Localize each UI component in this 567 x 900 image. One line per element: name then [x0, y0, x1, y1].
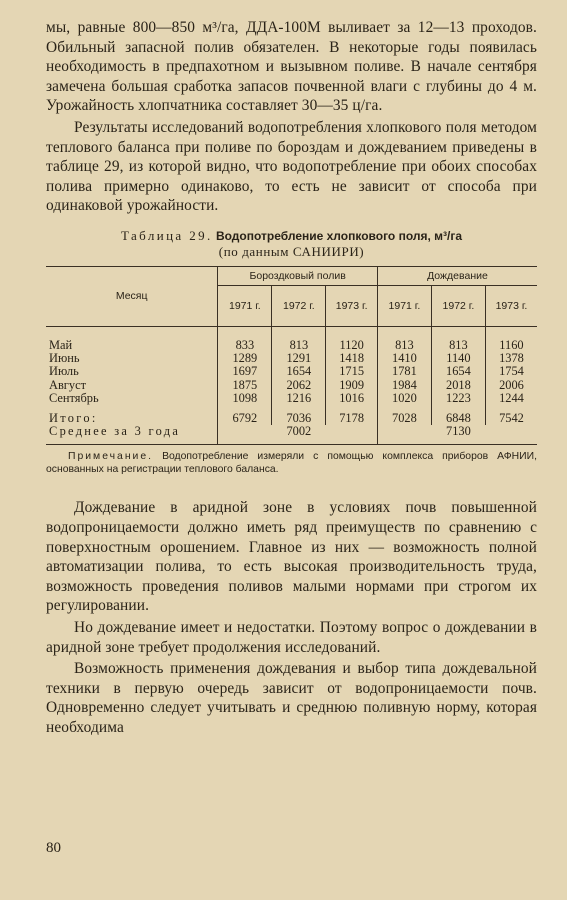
- paragraph-3: Дождевание в аридной зоне в условиях почв повышенной водопроницаемости должно иметь ряд преимуществ по сравнению с поверхностным орошением. Главное из них — возможность полной автоматизации полива, то есть высокая производительность труда, возможность проведения поливов малыми нормами при строгом их регулировании.: [46, 499, 537, 615]
- value-cell: [485, 425, 537, 438]
- year-header: 1971 г.: [218, 285, 272, 326]
- value-cell: [377, 425, 431, 438]
- value-cell: 2006: [485, 379, 537, 392]
- paragraph-5: Возможность применения дождевания и выбор типа дождевальной техники в первую очередь зависит от водопроницаемости почв. Одновременно следует учитывать и среднюю поливную норму, которая необходима: [46, 660, 537, 736]
- paragraph-4: Но дождевание имеет и недостатки. Поэтому вопрос о дождевании в аридной зоне требует продолжения исследований.: [46, 618, 537, 656]
- year-header: 1973 г.: [326, 285, 378, 326]
- sprinkling-header: Дождевание: [377, 266, 537, 285]
- value-cell: 813: [377, 339, 431, 352]
- value-cell: 1697: [218, 365, 272, 378]
- table-row: [46, 379, 537, 392]
- value-cell: 1160: [485, 339, 537, 352]
- year-header: 1973 г.: [485, 285, 537, 326]
- year-header: 1971 г.: [377, 285, 431, 326]
- value-cell: 6848: [431, 412, 485, 425]
- table-spacer-row: [46, 438, 537, 445]
- value-cell: 6792: [218, 412, 272, 425]
- value-cell: 1654: [272, 365, 326, 378]
- month-cell: Август: [49, 377, 86, 392]
- table-caption-source: (по данным САНИИРИ): [218, 243, 365, 259]
- value-cell: 1875: [218, 379, 272, 392]
- value-cell: 1223: [431, 392, 485, 405]
- table-row: [46, 365, 537, 378]
- value-cell: 1016: [326, 392, 378, 405]
- value-cell: 1291: [272, 352, 326, 365]
- value-cell: 1216: [272, 392, 326, 405]
- average-label: Среднее за 3 года: [49, 424, 181, 439]
- value-cell: 1020: [377, 392, 431, 405]
- value-cell: 1140: [431, 352, 485, 365]
- value-cell: 7036: [272, 412, 326, 425]
- value-cell: 1654: [431, 365, 485, 378]
- page-number: 80: [46, 840, 61, 856]
- value-cell: 813: [272, 339, 326, 352]
- year-header: 1972 г.: [431, 285, 485, 326]
- value-cell: 1984: [377, 379, 431, 392]
- month-cell: Июнь: [49, 351, 80, 366]
- value-cell: 7178: [326, 412, 378, 425]
- paragraph-2: Результаты исследований водопотребления хлопкового поля методом теплового баланса при поливе по бороздам и дождеванием приведены в таблице 29, из которой видно, что водопотребление при обоих способах полива примерно одинаково, то есть не зависит от способа при одинаковой урожайности.: [46, 118, 537, 215]
- year-header: 1972 г.: [272, 285, 326, 326]
- total-label: Итого:: [49, 410, 98, 425]
- table-caption-title: Водопотребление хлопкового поля, м³/га: [215, 228, 463, 243]
- value-cell: 2018: [431, 379, 485, 392]
- value-cell: [326, 425, 378, 438]
- value-cell: 1715: [326, 365, 378, 378]
- value-cell: 1418: [326, 352, 378, 365]
- value-cell: 833: [218, 339, 272, 352]
- value-cell: 7130: [446, 424, 471, 439]
- value-cell: 7002: [286, 424, 312, 439]
- value-cell: 1754: [485, 365, 537, 378]
- month-header: Месяц: [46, 266, 218, 326]
- value-cell: 1120: [326, 339, 378, 352]
- value-cell: 1378: [485, 352, 537, 365]
- note-text: Водопотребление измеряли с помощью комплекса приборов АФНИИ, основанных на регистрации теплового баланса.: [46, 451, 537, 475]
- month-cell: Июль: [49, 364, 79, 379]
- value-cell: 1098: [218, 392, 272, 405]
- month-cell: Сентябрь: [49, 390, 99, 405]
- average-row: [46, 425, 537, 438]
- table-caption: [46, 228, 537, 260]
- value-cell: 7028: [377, 412, 431, 425]
- water-consumption-table: [46, 266, 537, 445]
- value-cell: 1244: [485, 392, 537, 405]
- value-cell: 1410: [377, 352, 431, 365]
- value-cell: 813: [431, 339, 485, 352]
- value-cell: 1909: [326, 379, 378, 392]
- value-cell: 2062: [272, 379, 326, 392]
- furrow-irrigation-header: Бороздковый полив: [218, 266, 378, 285]
- value-cell: 1289: [218, 352, 272, 365]
- note-label: Примечание.: [68, 451, 154, 463]
- value-cell: [218, 425, 272, 438]
- value-cell: 1781: [377, 365, 431, 378]
- table-caption-lead: Таблица 29.: [120, 227, 213, 243]
- table-note: [46, 451, 537, 476]
- month-cell: Май: [49, 337, 73, 352]
- table-row: [46, 392, 537, 405]
- paragraph-1: мы, равные 800—850 м³/га, ДДА-100М выливает за 12—13 проходов. Обильный запасной полив обязателен. В некоторые годы появилась необходимость в предпахотном и вызывном поливе. В начале сентября замечена большая сработка запасов почвенной влаги с глубины до 4 м. Урожайность хлопчатника составляет 30—35 ц/га.: [46, 19, 537, 115]
- value-cell: 7542: [485, 412, 537, 425]
